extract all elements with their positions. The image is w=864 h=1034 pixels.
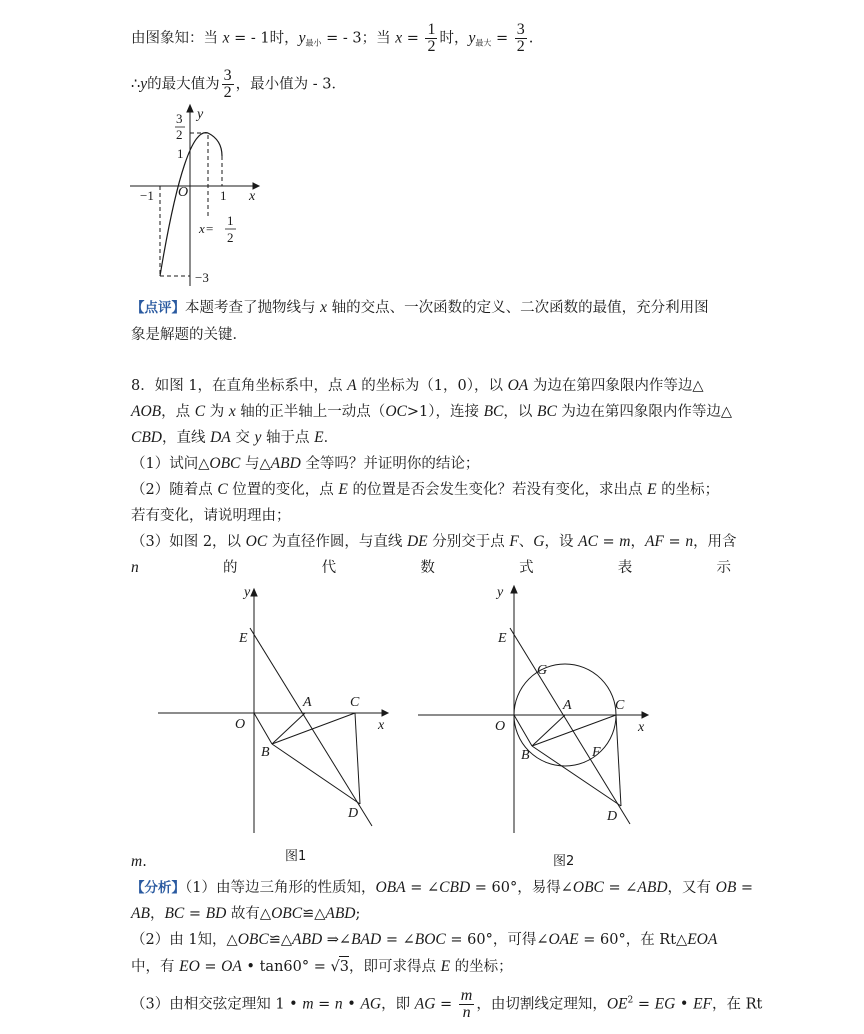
sqrt-symbol: √ bbox=[330, 959, 340, 975]
x-axis-arrow bbox=[642, 712, 648, 718]
svg-text:O: O bbox=[235, 717, 246, 732]
analysis-line: 中，有 EO = OA • tan60° = √3，即可求得点 E 的坐标； bbox=[131, 958, 513, 975]
segment-OB bbox=[254, 713, 272, 744]
segment-AB bbox=[272, 713, 305, 744]
equation-label: = bbox=[206, 221, 214, 236]
figure-1 bbox=[150, 578, 400, 868]
y-axis-arrow bbox=[187, 105, 193, 112]
svg-text:B: B bbox=[261, 745, 270, 760]
analysis-line: （2）由 1知，△OBC≌△ABD ⇒∠BAD = ∠BOC = 60°，可得∠OAE = 60°，在 Rt△EOA bbox=[131, 931, 718, 948]
segment-CD bbox=[616, 715, 621, 806]
svg-text:D: D bbox=[607, 809, 618, 824]
question-part: 若有变化，请说明理由； bbox=[131, 508, 291, 524]
svg-text:A: A bbox=[563, 698, 572, 713]
tick-label: −3 bbox=[195, 270, 209, 285]
svg-text:E: E bbox=[239, 631, 248, 646]
analysis-line: （3）由相交弦定理知 1 • m = n • AG，即 AG = $\frac{m}{n}$ ，由切割线定理知，$OE^2$ = EG • EF，在 Rt bbox=[131, 987, 763, 1021]
fraction: $\frac{m}{n}$ bbox=[460, 987, 473, 1021]
question-line: 8．如图 1，在直角坐标系中，点 A 的坐标为（1，0），以 OA 为边在第四象限内作等边△ bbox=[131, 377, 704, 394]
question-part: n 的 代 数 式 表 示 bbox=[131, 559, 731, 576]
figure-caption: 图2 bbox=[553, 854, 575, 869]
segment-BD bbox=[272, 744, 360, 804]
comment-tag: 【点评】 bbox=[131, 300, 185, 316]
svg-text:G: G bbox=[537, 663, 548, 678]
tick-label: −1 bbox=[140, 188, 154, 203]
analysis-line: AB，BC = BD 故有△OBC≌△ABD; bbox=[131, 905, 361, 922]
figure-caption: 图1 bbox=[285, 849, 307, 864]
svg-text:x: x bbox=[378, 718, 385, 733]
svg-text:C: C bbox=[350, 695, 360, 710]
equation-label: 2 bbox=[227, 230, 234, 245]
svg-text:O: O bbox=[495, 719, 506, 734]
line-EA bbox=[250, 628, 372, 826]
line-segment-right bbox=[208, 133, 222, 156]
tick-label: 2 bbox=[176, 127, 183, 142]
question-part: （3）如图 2，以 OC 为直径作圆，与直线 DE 分别交于点 F、G，设 AC = m，AF = n，用含 bbox=[131, 533, 737, 550]
question-part: （2）随着点 C 位置的变化，点 E 的位置是否会发生变化？若没有变化，求出点 E 的坐标； bbox=[131, 481, 720, 498]
segment-CD bbox=[355, 713, 360, 804]
line-EA bbox=[510, 628, 630, 824]
fraction: $\frac{3}{2}$ bbox=[223, 67, 232, 101]
svg-text:y: y bbox=[497, 585, 504, 600]
text-line: ∴y的最大值为 $\frac{3}{2}$ ，最小值为 - 3． bbox=[131, 67, 346, 101]
segment-BC bbox=[532, 715, 616, 746]
svg-text:F: F bbox=[592, 745, 601, 760]
svg-text:x: x bbox=[638, 720, 645, 735]
analysis-tag: 【分析】 bbox=[131, 880, 185, 896]
question-part: （1）试问△OBC 与△ABD 全等吗？并证明你的结论； bbox=[131, 455, 480, 472]
svg-text:E: E bbox=[498, 631, 507, 646]
segment-BC bbox=[272, 713, 355, 744]
svg-text:B: B bbox=[521, 748, 530, 763]
tick-label: 1 bbox=[177, 146, 184, 161]
question-part: m. bbox=[131, 853, 147, 870]
svg-text:C: C bbox=[615, 698, 625, 713]
function-graph bbox=[125, 100, 265, 290]
tick-label: 1 bbox=[220, 188, 227, 203]
text-line: 由图象知：当 x = - 1时，$y_{最小}$ = - 3；当 x = $\frac{1}{2}$ 时，$y_{最大}$ = $\frac{3}{2}$ . bbox=[131, 21, 534, 55]
parabola-curve bbox=[160, 133, 208, 276]
comment-line: 象是解题的关键． bbox=[131, 327, 247, 343]
y-axis-label: y bbox=[197, 107, 204, 122]
dashed-guides bbox=[160, 133, 222, 276]
segment-AB bbox=[532, 715, 565, 746]
y-axis-arrow bbox=[511, 586, 517, 593]
question-line: CBD，直线 DA 交 y 轴于点 E． bbox=[131, 429, 339, 446]
svg-text:D: D bbox=[348, 806, 359, 821]
tick-label: 3 bbox=[176, 111, 183, 126]
fraction: $\frac{3}{2}$ bbox=[516, 21, 525, 55]
x-axis-arrow bbox=[382, 710, 388, 716]
origin-label: O bbox=[178, 185, 189, 200]
svg-text:y: y bbox=[244, 585, 251, 600]
figure-2 bbox=[410, 578, 660, 872]
question-line: AOB，点 C 为 x 轴的正半轴上一动点（OC>1），连接 BC，以 BC 为边在第四象限内作等边△ bbox=[131, 403, 733, 420]
fraction: $\frac{1}{2}$ bbox=[427, 21, 436, 55]
segment-BD bbox=[532, 746, 621, 806]
x-axis-label: x bbox=[249, 189, 256, 204]
y-axis-arrow bbox=[251, 589, 257, 596]
svg-text:A: A bbox=[303, 695, 312, 710]
analysis-line: 【分析】（1）由等边三角形的性质知，OBA = ∠CBD = 60°，易得∠OBC = ∠ABD，又有 OB = bbox=[131, 879, 754, 896]
equation-label: 1 bbox=[227, 213, 234, 228]
comment-line: 【点评】本题考查了抛物线与 x 轴的交点、一次函数的定义、二次函数的最值，充分利用图 bbox=[131, 299, 709, 316]
equation-label: x bbox=[199, 221, 205, 236]
